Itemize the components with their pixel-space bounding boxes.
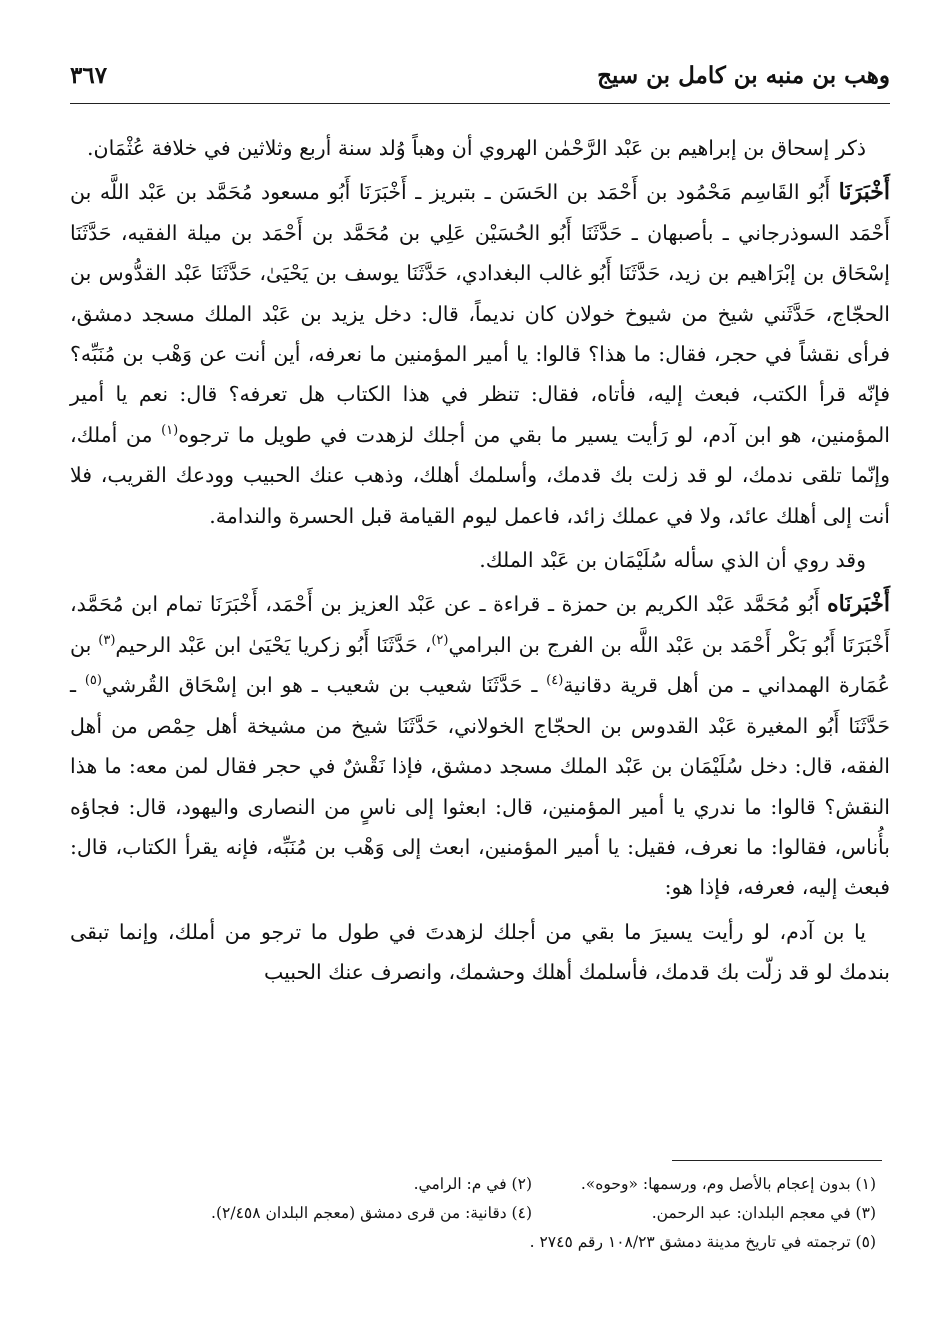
footnotes: [70, 1170, 890, 1257]
footnote-4: (٤) دقانية: من قرى دمشق (معجم البلدان ٢/٤٥٨).: [211, 1204, 532, 1222]
header-divider: [70, 103, 890, 104]
footnote-row: [70, 1199, 890, 1228]
paragraph-text: من أملك، وإنّما تلقى ندمك، لو قد زلت بك قدمك، وأسلمك أهلك، وذهب عنك الحبيب وودعك القريب، فلا أنت إلى أهلك عائد، ولا في عملك زائد، فاعمل ليوم القيامة قبل الحسرة والندامة.: [70, 422, 890, 528]
paragraph-variant-note: وقد روي أن الذي سأله سُلَيْمَان بن عَبْد الملك.: [479, 548, 866, 573]
paragraph-inscription: يا بن آدم، لو رأيت يسيرَ ما بقي من أجلك لزهدتَ في طول ما ترجو من أملك، وإنما تبقى بندمك لو قد زلّت بك قدمك، فأسلمك أهلك وحشمك، وانصرف عنك الحبيب: [70, 919, 890, 985]
paragraph-second-isnad: [70, 584, 890, 907]
footnote-5: (٥) ترجمته في تاريخ مدينة دمشق ١٠٨/٢٣ رقم ٢٧٤٥ .: [529, 1233, 876, 1251]
footnote-marker-2: (٢): [431, 633, 449, 649]
paragraph-first-isnad: [70, 172, 890, 536]
footnote-marker-3: (٣): [98, 633, 116, 649]
main-text: [70, 128, 890, 993]
paragraph-text: أَبُو مُحَمَّد عَبْد الكريم بن حمزة ـ قراءة ـ عن عَبْد العزيز بن أَحْمَد، أَخْبَرَنَا تمام ابن مُحَمَّد، أَخْبَرَنَا أَبُو بَكْر أَحْمَد بن عَبْد اللَّه بن الفرج بن البرامي: [70, 592, 890, 657]
footnote-marker-1: (١): [161, 423, 179, 439]
paragraph-text: أَبُو القَاسِم مَحْمُود بن أَحْمَد بن الحَسَن ـ بتبريز ـ أَخْبَرَنَا أَبُو مسعود مُحَمَّد بن عَبْد اللَّه بن أَحْمَد السوذرجاني ـ بأصبهان ـ حَدَّثَنَا أَبُو الحُسَيْن عَلِي بن مُحَمَّد بن أَحْمَد بن ميلة الفقيه، حَدَّثَنَا إسْحَاق بن إبْرَاهيم بن زيد، حَدَّثَنَا أَبُو غالب البغدادي، حَدَّثَنَا يوسف بن يَحْيَىٰ، حَدَّثَنَا عَبْد القدُّوس بن الحجّاج، حَدَّثَني شيخ من شيوخ خولان كان نديماً، قال: دخل يزيد بن عَبْد الملك مسجد دمشق، فرأى نقشاً في حجر، فقال: ما هذا؟ قالوا: يا أمير المؤمنين ما نعرفه، أين أنت عن وَهْب بن مُنَبِّه؟ فإنّه قرأ الكتب، فبعث إليه، فأتاه، فقال: تنظر في هذا الكتاب هل تعرفه؟ قال: نعم يا أمير المؤمنين، هو ابن آدم، لو رَأيت يسير ما بقي من أجلك لزهدت في طويل ما ترجوه: [70, 180, 890, 447]
footnote-marker-5: (٥): [84, 673, 102, 689]
footnote-row: [70, 1228, 890, 1257]
paragraph-text: ، حَدَّثَنَا أَبُو زكريا يَحْيَىٰ ابن عَبْد الرحيم: [115, 632, 432, 657]
running-header: [70, 58, 890, 100]
footnote-3: (٣) في معجم البلدان: عبد الرحمن.: [651, 1204, 876, 1222]
footnote-divider: [672, 1160, 882, 1161]
footnote-2: (٢) في م: الرامي.: [413, 1175, 532, 1193]
running-header-title: وهب بن منبه بن كامل بن سيج: [597, 62, 890, 89]
footnote-row: [70, 1170, 890, 1199]
isnad-lead-word: أَخْبَرنَاه: [827, 591, 890, 618]
page-number: ٣٦٧: [70, 62, 108, 89]
isnad-lead-word: أَخْبَرَنَا: [838, 179, 890, 206]
paragraph-text: ـ حَدَّثَنَا أَبُو المغيرة عَبْد القدوس بن الحجّاج الخولاني، حَدَّثَنَا شيخ من مشيخة أهل حِمْص من أهل الفقه، قال: دخل سُلَيْمَان بن عَبْد الملك مسجد دمشق، فإذا نَقْشٌ في حجر فقال لمن معه: ما هذا النقش؟ قالوا: ما ندري يا أمير المؤمنين، قال: ابعثوا إلى ناسٍ من النصارى واليهود، قال: فجاؤه بأُناس، فقالوا: ما نعرف، فقيل: يا أمير المؤمنين، ابعث إلى وَهْب بن مُنَبِّه، فإنه يقرأ الكتاب، قال: فبعث إليه، فعرفه، فإذا هو:: [70, 673, 890, 900]
paragraph-text: بن عُمَارة الهمداني ـ من أهل قرية دقانية: [70, 632, 891, 698]
paragraph-text: ـ حَدَّثَنَا شعيب بن شعيب ـ هو ابن إسْحَاق القُرشي: [101, 673, 547, 698]
footnote-1: (١) بدون إعجام بالأصل وم، ورسمها: «وحوه».: [580, 1175, 876, 1193]
paragraph-birth-note: ذكر إسحاق بن إبراهيم بن عَبْد الرَّحْمٰن الهروي أن وهباً وُلد سنة أربع وثلاثين في خلافة عُثْمَان.: [87, 136, 866, 160]
footnote-marker-4: (٤): [546, 673, 564, 689]
